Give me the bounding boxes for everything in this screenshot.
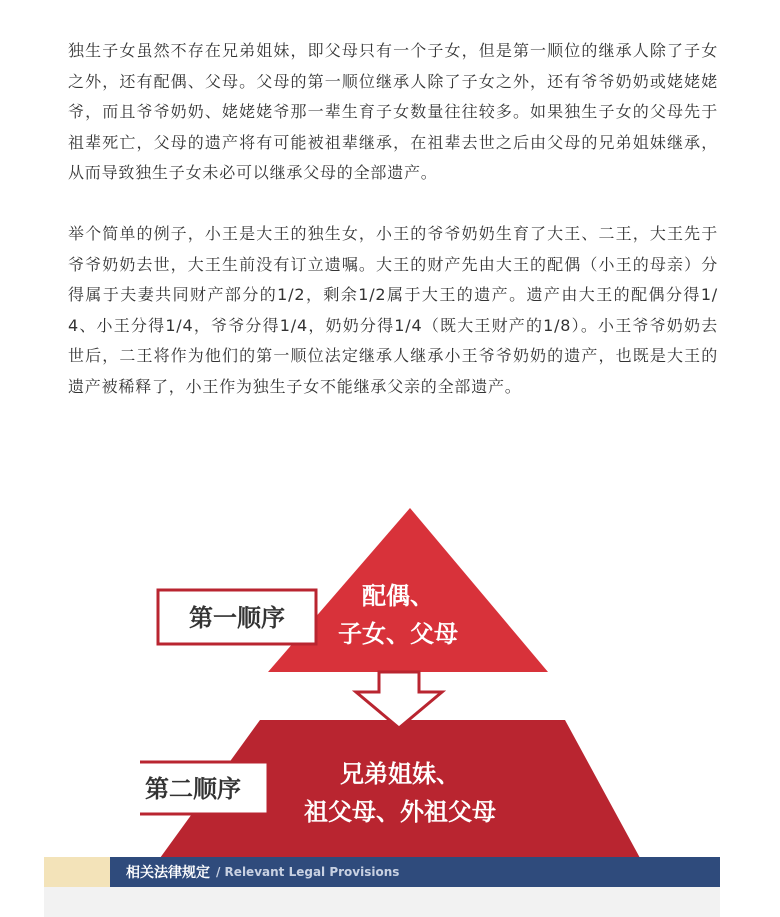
second-order-label: 第二顺序 (145, 775, 241, 803)
paragraph-example: 举个简单的例子，小王是大王的独生女，小王的爷爷奶奶生育了大王、二王，大王先于爷爷奶奶去世，大王生前没有订立遗嘱。大王的财产先由大王的配偶（小王的母亲）分得属于夫妻共同财产部分的1/2，剩余1/2属于大王的遗产。遗产由大王的配偶分得1/4、小王分得1/4，爷爷分得1/4，奶奶分得1/4（既大王财产的1/8）。小王爷爷奶奶去世后，二王将作为他们的第一顺位法定继承人继承小王爷爷奶奶的遗产，也既是大王的遗产被稀释了，小王作为独生子女不能继承父亲的全部遗产。 (68, 223, 718, 396)
first-order-members-line2: 子女、父母 (338, 620, 458, 648)
paragraph-intro: 独生子女虽然不存在兄弟姐妹，即父母只有一个子女，但是第一顺位的继承人除了子女之外，还有配偶、父母。父母的第一顺位继承人除了子女之外，还有爷爷奶奶或姥姥姥爷，而且爷爷奶奶、姥姥姥爷那一辈生育子女数量往往较多。如果独生子女的父母先于祖辈死亡，父母的遗产将有可能被祖辈继承，在祖辈去世之后由父母的兄弟姐妹继承，从而导致独生子女未必可以继承父母的全部遗产。 (68, 41, 718, 183)
pyramid-graphic (140, 496, 650, 858)
section-content-box (44, 887, 720, 917)
section-title: 相关法律规定 (126, 865, 210, 881)
second-order-members-line2: 祖父母、外祖父母 (304, 798, 496, 826)
section-subtitle: / Relevant Legal Provisions (216, 865, 400, 879)
first-order-label: 第一顺序 (189, 604, 285, 632)
article-body (68, 36, 718, 403)
down-arrow-icon (356, 672, 442, 728)
second-order-members-line1: 兄弟姐妹、 (340, 760, 460, 788)
section-header-bar (44, 857, 720, 887)
inheritance-order-diagram (140, 496, 650, 858)
section-header-tab (44, 857, 110, 887)
first-order-members-line1: 配偶、 (362, 582, 434, 610)
